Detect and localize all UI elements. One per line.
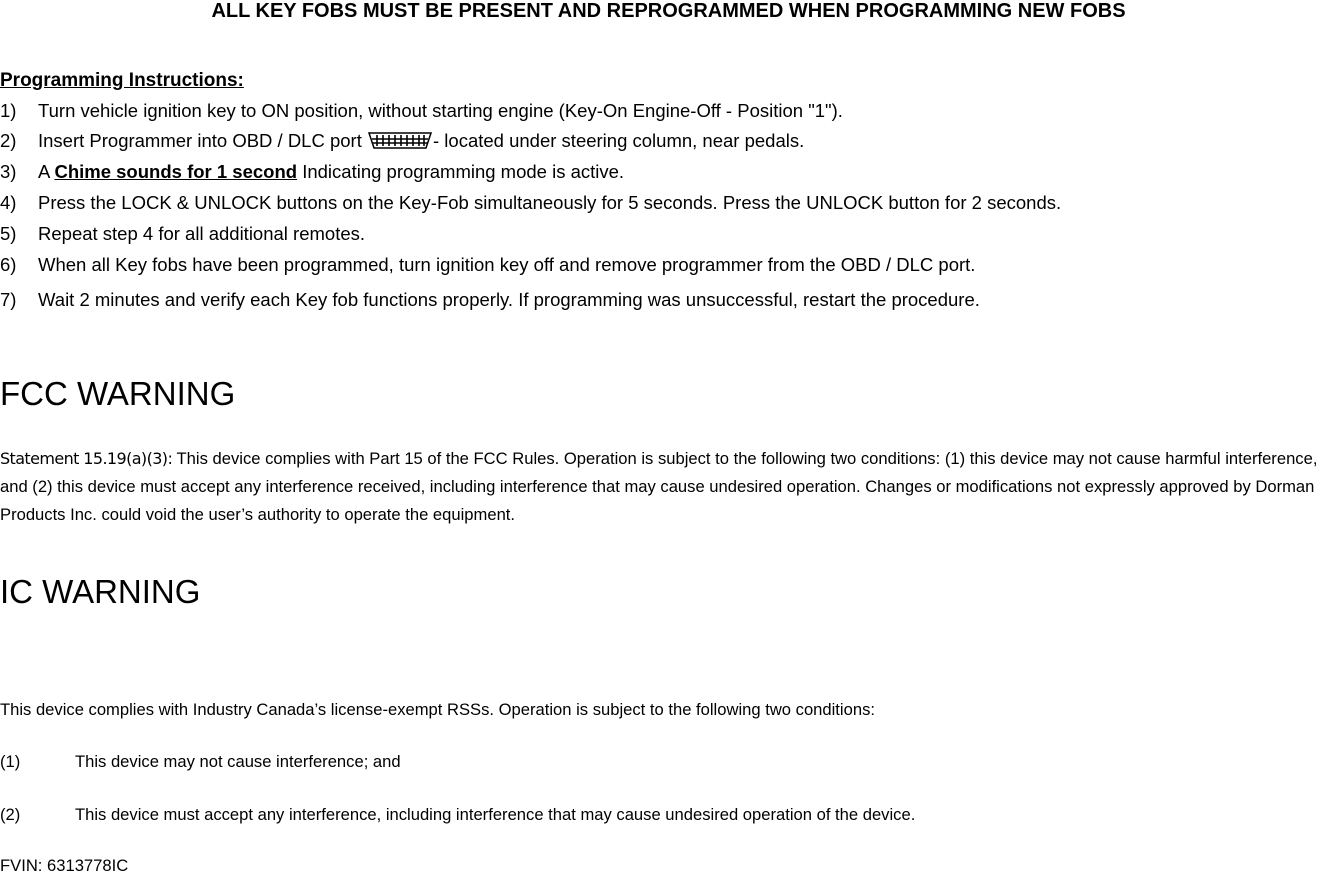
step-text-continued: - located under steering column, near pedals. — [433, 130, 805, 151]
step-text: Insert Programmer into OBD / DLC port — [38, 130, 367, 151]
step-number: 3) — [0, 161, 17, 182]
ic-condition-2 — [0, 805, 915, 825]
ic-warning-heading: IC WARNING — [0, 573, 201, 610]
chime-emphasis: Chime sounds for 1 second — [54, 161, 298, 182]
condition-number: (1) — [0, 752, 21, 771]
step-number: 7) — [0, 289, 17, 310]
step-1 — [0, 100, 843, 122]
fvin-label: FVIN: 6313778IC — [0, 856, 129, 875]
step-text: Wait 2 minutes and verify each Key fob functions properly. If programming was unsuccessful, restart the procedure. — [38, 289, 980, 310]
step-number: 1) — [0, 100, 17, 121]
step-number: 2) — [0, 130, 17, 151]
step-4 — [0, 192, 1061, 214]
step-2 — [0, 130, 804, 152]
step-6 — [0, 254, 975, 276]
instructions-heading: Programming Instructions: — [0, 70, 244, 91]
ic-condition-1 — [0, 752, 401, 772]
step-text: When all Key fobs have been programmed, turn ignition key off and remove programmer from the OBD / DLC port. — [38, 254, 976, 275]
page-title: ALL KEY FOBS MUST BE PRESENT AND REPROGRAMMED WHEN PROGRAMMING NEW FOBS — [211, 0, 1126, 22]
step-7 — [0, 289, 980, 311]
step-text-continued: Indicating programming mode is active. — [297, 161, 625, 182]
step-number: 6) — [0, 254, 17, 275]
condition-text: This device may not cause interference; and — [75, 752, 401, 771]
step-number: 5) — [0, 223, 17, 244]
condition-text: This device must accept any interference, including interference that may cause undesired operation of the device. — [75, 805, 916, 824]
fcc-warning-heading: FCC WARNING — [0, 375, 236, 412]
step-number: 4) — [0, 192, 17, 213]
step-text: Press the LOCK & UNLOCK buttons on the Key-Fob simultaneously for 5 seconds. Press the UNLOCK button for 2 seconds. — [38, 192, 1062, 213]
step-5 — [0, 223, 365, 245]
ic-intro: This device complies with Industry Canada’s license-exempt RSSs. Operation is subject to the following two conditions: — [0, 700, 875, 719]
obd-port-icon — [367, 132, 433, 149]
step-3 — [0, 161, 624, 183]
fcc-statement — [0, 445, 1337, 529]
step-text: A — [38, 161, 55, 182]
fcc-statement-label: Statement 15.19(a)(3): — [0, 449, 173, 468]
condition-number: (2) — [0, 805, 21, 824]
step-text: Turn vehicle ignition key to ON position, without starting engine (Key-On Engine-Off - Position "1"). — [38, 100, 843, 121]
step-text: Repeat step 4 for all additional remotes. — [38, 223, 366, 244]
fcc-statement-text: This device complies with Part 15 of the FCC Rules. Operation is subject to the following two conditions: (1) this device may not cause harmful interference, and (2) this device must accept any interference received, including interference that may cause undesired operation. Changes or modifications not expressly approved by Dorman Products Inc. could void the user’s authority to operate the equipment. — [0, 449, 1318, 524]
